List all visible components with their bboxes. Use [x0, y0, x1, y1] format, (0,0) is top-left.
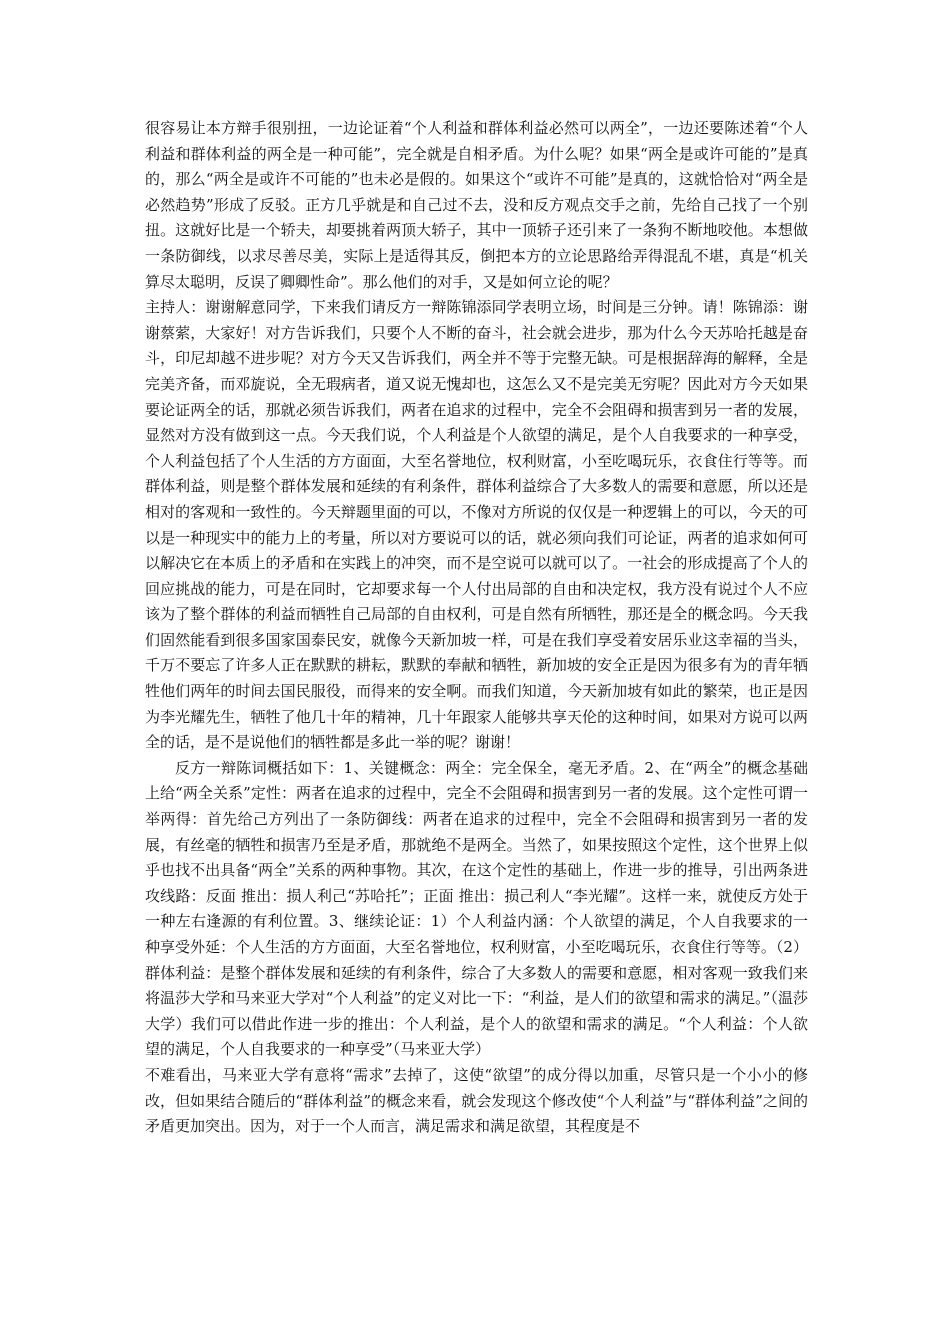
document-body [145, 116, 808, 1140]
paragraph-summary: 反方一辩陈词概括如下：1、关键概念：两全：完全保全，毫无矛盾。2、在“两全”的概念基础上给“两全关系”定性：两者在追求的过程中，完全不会阻碍和损害到另一者的发展。这个定性可谓一举两得：首先给己方列出了一条防御线：两者在追求的过程中，完全不会阻碍和损害到另一者的发展，有丝毫的牺牲和损害乃至是矛盾，那就绝不是两全。当然了，如果按照这个定性，这个世界上似乎也找不出具备“两全”关系的两种事物。其次，在这个定性的基础上，作进一步的推导，引出两条进攻线路：反面 推出：损人利己“苏哈托”；正面 推出：损己利人“李光耀”。这样一来，就使反方处于一种左右逢源的有利位置。3、继续论证：1）个人利益内涵：个人欲望的满足，个人自我要求的一种享受外延：个人生活的方方面面，大至名誉地位，权利财富，小至吃喝玩乐，衣食住行等等。（2）群体利益：是整个群体发展和延续的有利条件，综合了大多数人的需要和意愿，相对客观一致我们来将温莎大学和马来亚大学对“个人利益”的定义对比一下：“利益，是人们的欲望和需求的满足。”（温莎大学）我们可以借此作进一步的推出：个人利益，是个人的欲望和需求的满足。“个人利益：个人欲望的满足，个人自我要求的一种享受”（马来亚大学） [145, 758, 808, 1059]
paragraph-debate-transcript: 主持人：谢谢解意同学，下来我们请反方一辩陈锦添同学表明立场，时间是三分钟。请！陈锦添：谢谢蔡萦，大家好！对方告诉我们，只要个人不断的奋斗，社会就会进步，那为什么今天苏哈托越是奋斗，印尼却越不进步呢？对方今天又告诉我们，两全并不等于完整无缺。可是根据辞海的解释，全是完美齐备，而邓旋说，全无瑕病者，道又说无愧却也，这怎么又不是完美无穷呢？因此对方今天如果要论证两全的话，那就必须告诉我们，两者在追求的过程中，完全不会阻碍和损害到另一者的发展，显然对方没有做到这一点。今天我们说，个人利益是个人欲望的满足，是个人自我要求的一种享受，个人利益包括了个人生活的方方面面，大至名誉地位，权利财富，小至吃喝玩乐，衣食住行等等。而群体利益，则是整个群体发展和延续的有利条件，群体利益综合了大多数人的需要和意愿，所以还是相对的客观和一致性的。今天辩题里面的可以，不像对方所说的仅仅是一种逻辑上的可以，今天的可以是一种现实中的能力上的考量，所以对方要说可以的话，就必须向我们可论证，两者的追求如何可以解决它在本质上的矛盾和在实践上的冲突，而不是空说可以就可以了。一社会的形成提高了个人的回应挑战的能力，可是在同时，它却要求每一个人付出局部的自由和决定权，我方没有说过个人不应该为了整个群体的利益而牺牲自己局部的自由权利，可是自然有所牺牲，那还是全的概念吗。今天我们固然能看到很多国家国泰民安，就像今天新加坡一样，可是在我们享受着安居乐业这幸福的当头，千万不要忘了许多人正在默默的耕耘，默默的奉献和牺牲，新加坡的安全正是因为很多有为的青年牺牲他们两年的时间去国民服役，而得来的安全啊。而我们知道，今天新加坡有如此的繁荣，也正是因为李光耀先生，牺牲了他几十年的精神，几十年跟家人能够共享天伦的这种时间，如果对方说可以两全的话，是不是说他们的牺牲都是多此一举的呢？谢谢！ [145, 298, 808, 752]
paragraph-analysis-intro: 很容易让本方辩手很别扭，一边论证着“个人利益和群体利益必然可以两全”，一边还要陈述着“个人利益和群体利益的两全是一种可能”，完全就是自相矛盾。为什么呢？如果“两全是或许可能的”是真的，那么“两全是或许不可能的”也未必是假的。如果这个“或许不可能”是真的，这就恰恰对“两全是必然趋势”形成了反驳。正方几乎就是和自己过不去，没和反方观点交手之前，先给自己找了一个别扭。这就好比是一个轿夫，却要挑着两顶大轿子，其中一顶轿子还引来了一条狗不断地咬他。本想做一条防御线，以求尽善尽美，实际上是适得其反，倒把本方的立论思路给弄得混乱不堪，真是“机关算尽太聪明，反误了卿卿性命”。那么他们的对手，又是如何立论的呢？ [145, 119, 808, 291]
paragraph-conclusion: 不难看出，马来亚大学有意将“需求”去掉了，这使“欲望”的成分得以加重，尽管只是一个小小的修改，但如果结合随后的“群体利益”的概念来看，就会发现这个修改使“个人利益”与“群体利益”之间的矛盾更加突出。因为，对于一个人而言，满足需求和满足欲望，其程度是不 [145, 1065, 808, 1136]
